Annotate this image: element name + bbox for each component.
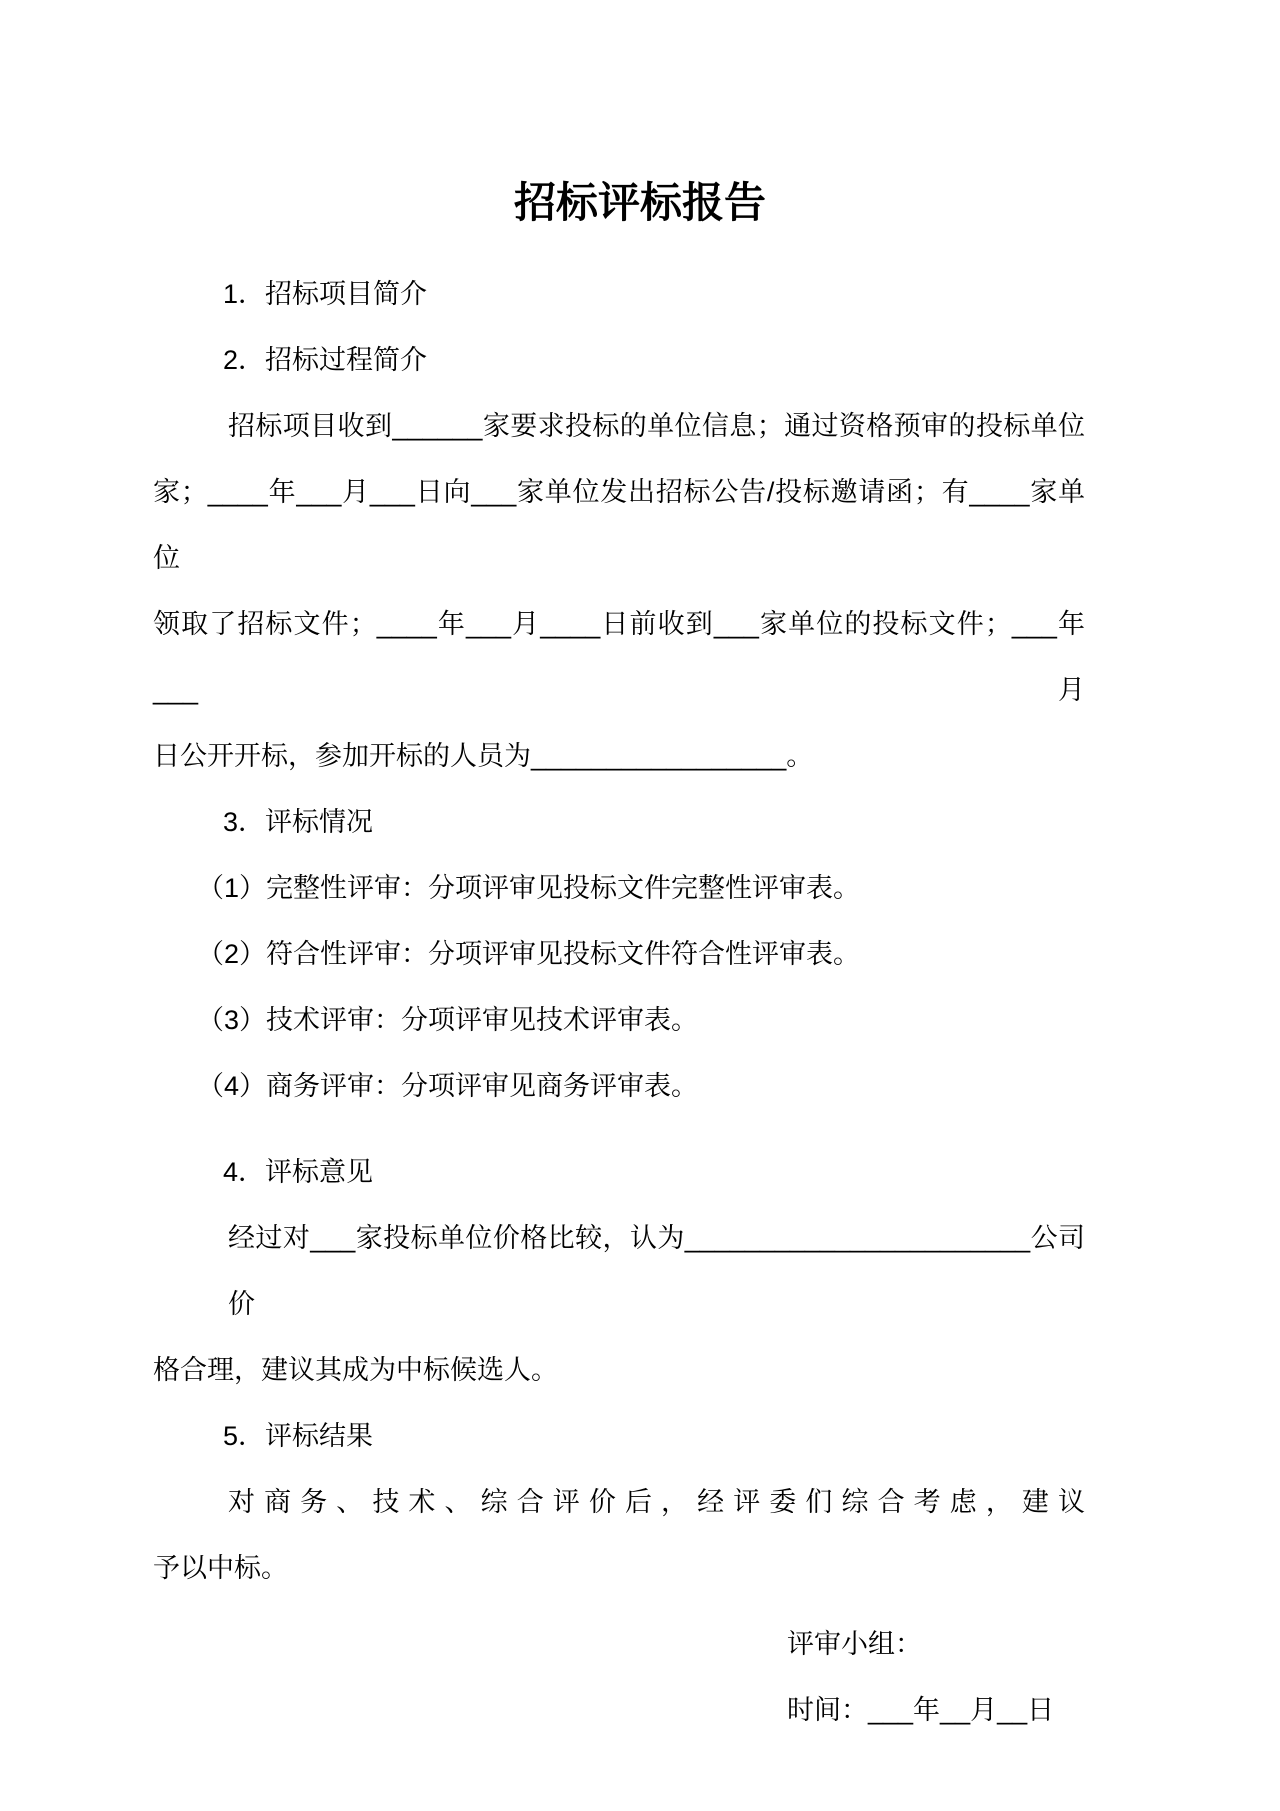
para-process-line-1: 招标项目收到______家要求投标的单位信息；通过资格预审的投标单位	[228, 411, 1085, 441]
para-process-line-4: 日公开开标，参加开标的人员为_________________。	[153, 741, 814, 771]
para-process-line-3: 领取了招标文件；____年___月____日前收到___家单位的投标文件；___年___月	[153, 609, 1085, 705]
document-title: 招标评标报告	[513, 179, 766, 226]
heading-5-evaluation-result: 5．评标结果	[223, 1421, 374, 1451]
para-result-line-2: 予以中标。	[153, 1553, 288, 1583]
para-opinion-line-1: 经过对___家投标单位价格比较，认为_______________________公司价	[228, 1223, 1085, 1319]
heading-1-project-intro: 1．招标项目简介	[223, 279, 428, 309]
para-opinion-line-2: 格合理，建议其成为中标候选人。	[153, 1355, 558, 1385]
item-1-completeness-review: （1）完整性评审：分项评审见投标文件完整性评审表。	[197, 873, 861, 903]
item-3-technical-review: （3）技术评审：分项评审见技术评审表。	[197, 1005, 699, 1035]
signature-review-team: 评审小组：	[787, 1629, 922, 1659]
item-4-commercial-review: （4）商务评审：分项评审见商务评审表。	[197, 1071, 699, 1101]
signature-date: 时间：___年__月__日	[787, 1695, 1055, 1725]
para-result-line-1: 对商务、技术、综合评价后，经评委们综合考虑，建议	[228, 1487, 1085, 1517]
para-process-line-2: 家；____年___月___日向___家单位发出招标公告/投标邀请函；有____家单位	[153, 477, 1085, 573]
heading-4-evaluation-opinion: 4．评标意见	[223, 1157, 374, 1187]
heading-2-process-intro: 2．招标过程简介	[223, 345, 428, 375]
heading-3-evaluation-status: 3．评标情况	[223, 807, 374, 837]
item-2-conformity-review: （2）符合性评审：分项评审见投标文件符合性评审表。	[197, 939, 861, 969]
